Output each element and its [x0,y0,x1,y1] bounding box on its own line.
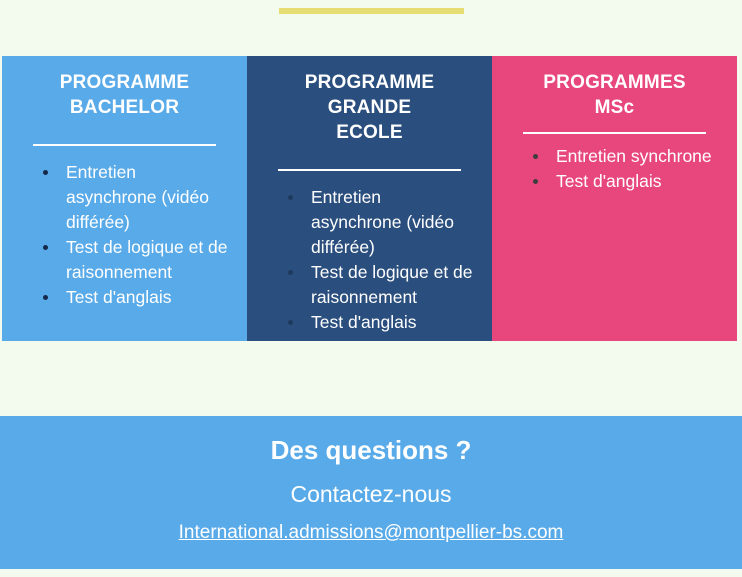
top-accent-line [279,8,464,14]
programs-row [2,56,737,341]
program-card-bachelor [2,56,247,341]
card-title-line: PROGRAMME GRANDE [304,72,435,118]
card-divider [523,132,706,134]
card-item-list [42,160,231,310]
card-title-line: BACHELOR [69,97,180,118]
card-title [263,70,476,145]
card-title-line: PROGRAMME [59,72,190,93]
card-item-list [532,144,721,194]
program-item: Test de logique et de raisonnement [287,260,475,310]
card-title-line: PROGRAMMES [543,72,686,93]
contact-banner [0,416,742,569]
program-item: Test de logique et de raisonnement [42,235,231,285]
card-divider [278,169,461,171]
card-divider [33,144,216,146]
contact-email-link[interactable]: International.admissions@montpellier-bs.com [178,522,564,543]
program-item: Test d'anglais [42,285,231,310]
program-item: Test d'anglais [532,169,721,194]
program-item: Entretien asynchrone (vidéo différée) [287,185,475,260]
card-title-line: MSc [594,97,635,118]
contact-subheading: Contactez-nous [290,481,452,507]
program-item: Entretien synchrone [532,144,721,169]
card-item-list [287,185,476,335]
program-card-grande-ecole [247,56,492,341]
program-card-msc [492,56,737,341]
questions-heading: Des questions ? [270,435,472,465]
card-title [508,70,721,120]
program-item: Test d'anglais [287,310,475,335]
card-title-line: ECOLE [336,122,403,143]
program-item: Entretien asynchrone (vidéo différée) [42,160,231,235]
card-title [18,70,231,120]
